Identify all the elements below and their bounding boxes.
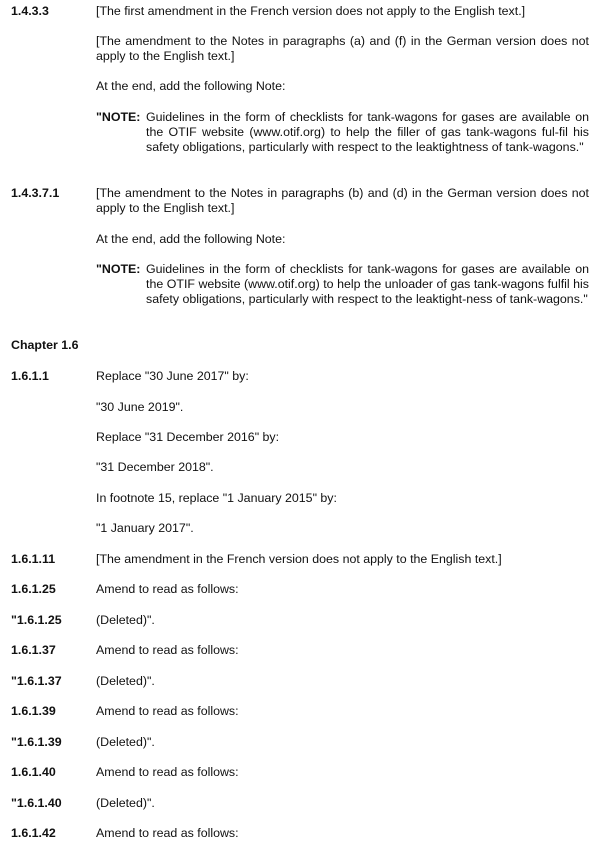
section-1-4-3-3-paragraph-1: [The first amendment in the French version does not apply to the English text.] (96, 4, 526, 18)
section-number-1-6-1-11: 1.6.1.11 (11, 552, 56, 566)
row-text: Amend to read as follows: (96, 582, 239, 596)
row-number: 1.6.1.39 (11, 704, 56, 718)
row-number: "1.6.1.25 (11, 613, 62, 627)
section-1-4-3-7-1-paragraph-2: At the end, add the following Note: (96, 232, 286, 246)
section-1-4-3-7-1-paragraph-1: [The amendment to the Notes in paragraphs (b) and (d) in the German version does not apply to the English text.] (96, 186, 589, 215)
section-1-6-1-1-line-3: Replace "31 December 2016" by: (96, 430, 280, 444)
section-1-4-3-3-paragraph-2: [The amendment to the Notes in paragraphs (a) and (f) in the German version does not apply to the English text.] (96, 34, 589, 63)
row-text: (Deleted)". (96, 735, 155, 749)
row-number: "1.6.1.37 (11, 674, 62, 688)
row-text: (Deleted)". (96, 674, 155, 688)
note-text: Guidelines in the form of checklists for tank-wagons for gases are available on the OTIF website (www.otif.org) to help the unloader of gas tank-wagons fulfil his safety obligations, particularly with respect to the leaktight-ness of tank-wagons." (146, 262, 589, 306)
section-1-6-1-11-text: [The amendment in the French version does not apply to the English text.] (96, 552, 502, 566)
row-number: 1.6.1.37 (11, 643, 56, 657)
note-label: "NOTE: (96, 110, 141, 124)
row-number: 1.6.1.40 (11, 765, 56, 779)
row-number: 1.6.1.25 (11, 582, 56, 596)
row-text: Amend to read as follows: (96, 765, 239, 779)
section-number-1-6-1-1: 1.6.1.1 (11, 369, 49, 383)
section-1-4-3-3-paragraph-3: At the end, add the following Note: (96, 79, 286, 93)
section-1-6-1-1-line-1: Replace "30 June 2017" by: (96, 369, 249, 383)
section-1-6-1-1-line-5: In footnote 15, replace "1 January 2015" by: (96, 491, 337, 505)
section-1-6-1-1-line-4: "31 December 2018". (96, 460, 214, 474)
row-number: "1.6.1.39 (11, 735, 62, 749)
chapter-heading: Chapter 1.6 (11, 338, 79, 352)
row-text: (Deleted)". (96, 796, 155, 810)
row-text: Amend to read as follows: (96, 826, 239, 840)
row-text: Amend to read as follows: (96, 643, 239, 657)
row-number: 1.6.1.42 (11, 826, 56, 840)
note-text: Guidelines in the form of checklists for tank-wagons for gases are available on the OTIF website (www.otif.org) to help the filler of gas tank-wagons ful-fil his safety obligations, particularly with respect to the leaktightness of tank-wagons." (146, 110, 589, 154)
section-1-6-1-1-line-6: "1 January 2017". (96, 521, 194, 535)
row-text: (Deleted)". (96, 613, 155, 627)
note-label: "NOTE: (96, 262, 141, 276)
section-number-1-4-3-7-1: 1.4.3.7.1 (11, 186, 60, 200)
row-number: "1.6.1.40 (11, 796, 62, 810)
section-1-6-1-1-line-2: "30 June 2019". (96, 400, 184, 414)
section-number-1-4-3-3: 1.4.3.3 (11, 4, 49, 18)
row-text: Amend to read as follows: (96, 704, 239, 718)
